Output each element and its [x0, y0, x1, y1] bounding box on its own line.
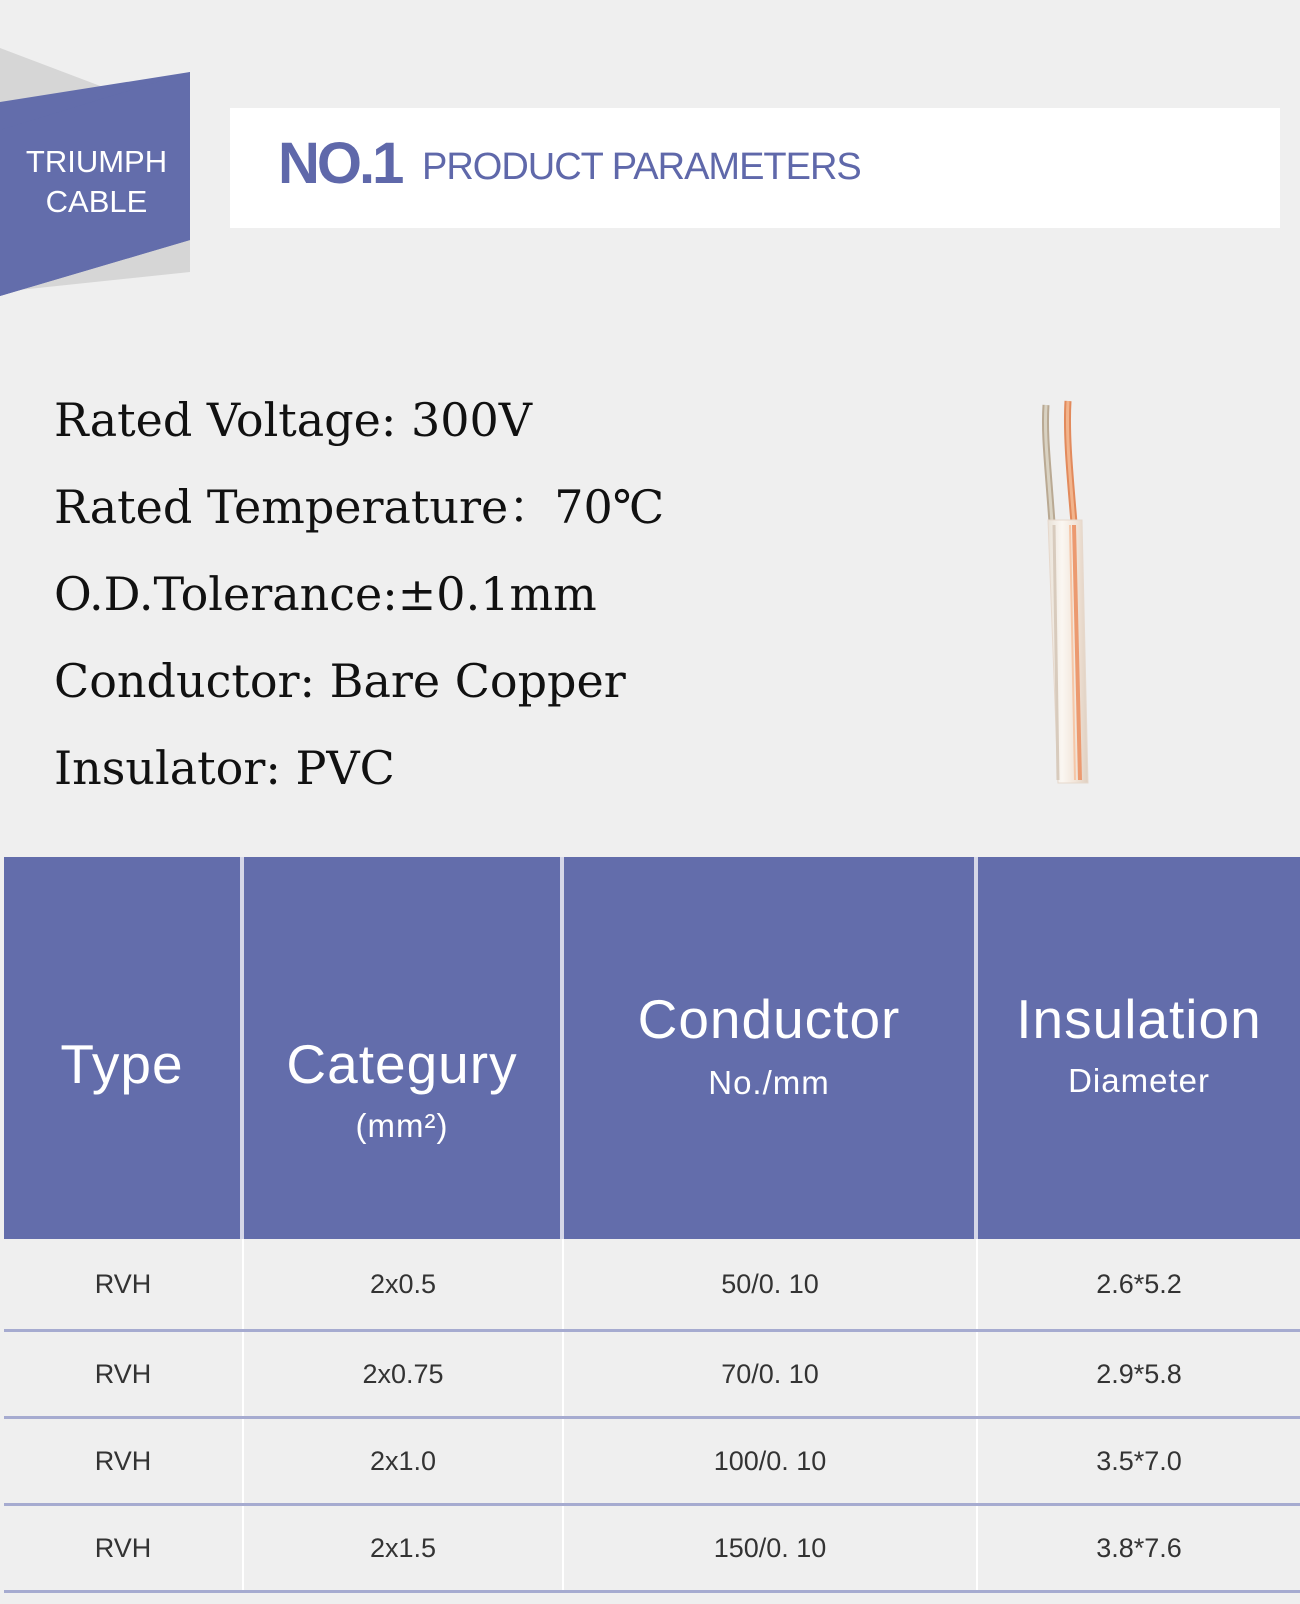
cell-type: RVH [4, 1332, 244, 1416]
spec-conductor: Conductor: Bare Copper [54, 654, 626, 708]
spec-rated-temperature: Rated Temperature：70℃ [54, 480, 665, 534]
table-header [4, 857, 1300, 1239]
brand-badge [0, 40, 200, 300]
cell-insulation: 2.6*5.2 [978, 1239, 1300, 1329]
brand-line-2: CABLE [45, 184, 148, 219]
cell-conductor: 100/0. 10 [564, 1419, 978, 1503]
cell-insulation: 3.8*7.6 [978, 1506, 1300, 1590]
section-number: NO.1 [278, 131, 402, 196]
table-body [4, 1239, 1300, 1593]
table-row [4, 1419, 1300, 1506]
parameter-table [4, 857, 1300, 1593]
cell-conductor: 150/0. 10 [564, 1506, 978, 1590]
brand-line-1: TRIUMPH [25, 144, 168, 179]
section-title: PRODUCT PARAMETERS [422, 146, 861, 188]
cell-insulation: 2.9*5.8 [978, 1332, 1300, 1416]
header-category-unit: (mm²) [355, 1107, 449, 1144]
twin-cable-image [1030, 395, 1110, 790]
header-insulation [978, 857, 1300, 1239]
header-insulation-unit: Diameter [1068, 1062, 1210, 1099]
cell-category: 2x1.5 [244, 1506, 564, 1590]
cell-insulation: 3.5*7.0 [978, 1419, 1300, 1503]
cell-type: RVH [4, 1419, 244, 1503]
header-conductor-unit: No./mm [708, 1064, 830, 1101]
cell-conductor: 50/0. 10 [564, 1239, 978, 1329]
table-row [4, 1239, 1300, 1332]
spec-list [54, 390, 664, 825]
spec-insulator: Insulator: PVC [54, 741, 395, 795]
header-category-label: Categury [286, 1033, 518, 1095]
cell-type: RVH [4, 1506, 244, 1590]
header-type [4, 857, 244, 1239]
header-type-label: Type [60, 1033, 184, 1095]
cell-category: 2x0.5 [244, 1239, 564, 1329]
table-row [4, 1332, 1300, 1419]
header-category [244, 857, 564, 1239]
cell-type: RVH [4, 1239, 244, 1329]
table-row [4, 1506, 1300, 1593]
header-conductor-label: Conductor [637, 988, 901, 1050]
cell-category: 2x1.0 [244, 1419, 564, 1503]
brand-name [0, 142, 193, 222]
spec-od-tolerance: O.D.Tolerance:±0.1mm [54, 567, 597, 621]
header-insulation-label: Insulation [1016, 988, 1262, 1050]
spec-rated-voltage: Rated Voltage: 300V [54, 393, 533, 447]
header-conductor [564, 857, 978, 1239]
cell-conductor: 70/0. 10 [564, 1332, 978, 1416]
section-title-bar [230, 108, 1280, 228]
cell-category: 2x0.75 [244, 1332, 564, 1416]
